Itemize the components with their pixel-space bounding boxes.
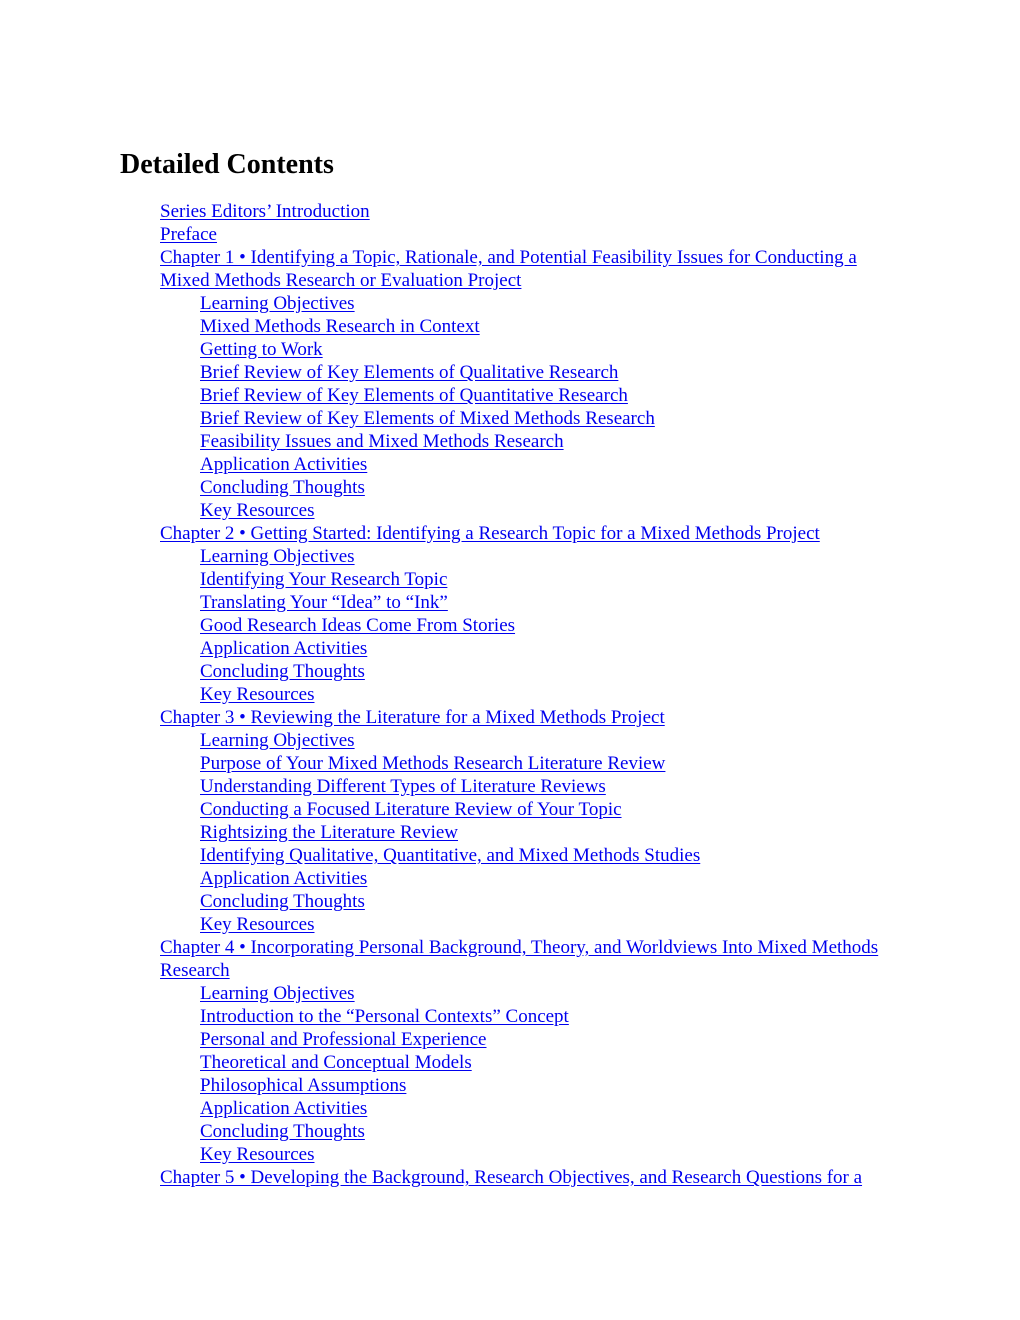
toc-section-link[interactable]: Feasibility Issues and Mixed Methods Research — [200, 431, 564, 452]
toc-chapter-link[interactable]: Chapter 5 • Developing the Background, Research Objectives, and Research Questions for a — [160, 1167, 863, 1188]
toc-section-link[interactable]: Understanding Different Types of Literature Reviews — [200, 776, 606, 797]
toc-section-item — [160, 568, 910, 591]
page-title: Detailed Contents — [120, 149, 334, 180]
toc-section-link[interactable]: Learning Objectives — [200, 546, 355, 567]
toc-chapter-item — [160, 246, 910, 292]
toc-section-item — [160, 545, 910, 568]
toc-section-link[interactable]: Concluding Thoughts — [200, 1121, 365, 1142]
toc-section-link[interactable]: Philosophical Assumptions — [200, 1075, 407, 1096]
toc-section-link[interactable]: Key Resources — [200, 684, 315, 705]
toc-chapter-item — [160, 200, 910, 223]
toc-section-item — [160, 1005, 910, 1028]
toc-section-item — [160, 499, 910, 522]
toc-section-link[interactable]: Brief Review of Key Elements of Mixed Methods Research — [200, 408, 655, 429]
toc-section-link[interactable]: Key Resources — [200, 914, 315, 935]
toc-section-item — [160, 890, 910, 913]
toc-section-link[interactable]: Brief Review of Key Elements of Quantitative Research — [200, 385, 628, 406]
toc-chapter-link[interactable]: Chapter 4 • Incorporating Personal Background, Theory, and Worldviews Into Mixed Methods Research — [160, 937, 879, 981]
toc-section-item — [160, 729, 910, 752]
toc-section-link[interactable]: Good Research Ideas Come From Stories — [200, 615, 516, 636]
toc-section-item — [160, 1074, 910, 1097]
toc-chapter-link[interactable]: Chapter 1 • Identifying a Topic, Rationale, and Potential Feasibility Issues for Conducting a Mixed Methods Research or Evaluation Project — [160, 247, 857, 291]
toc-section-link[interactable]: Key Resources — [200, 500, 315, 521]
toc-section-link[interactable]: Learning Objectives — [200, 293, 355, 314]
toc-section-link[interactable]: Application Activities — [200, 454, 368, 475]
toc-section-item — [160, 1051, 910, 1074]
toc-section-item — [160, 821, 910, 844]
toc-section-item — [160, 982, 910, 1005]
toc-section-item — [160, 292, 910, 315]
toc-section-item — [160, 453, 910, 476]
toc-chapter-item — [160, 706, 910, 729]
toc-section-item — [160, 407, 910, 430]
toc-section-item — [160, 637, 910, 660]
toc-section-item — [160, 1143, 910, 1166]
toc-section-item — [160, 660, 910, 683]
toc-section-item — [160, 798, 910, 821]
toc-section-link[interactable]: Application Activities — [200, 638, 368, 659]
toc-section-link[interactable]: Identifying Your Research Topic — [200, 569, 448, 590]
toc-section-link[interactable]: Application Activities — [200, 1098, 368, 1119]
toc-section-link[interactable]: Conducting a Focused Literature Review of Your Topic — [200, 799, 622, 820]
toc-section-item — [160, 476, 910, 499]
toc-section-item — [160, 1120, 910, 1143]
toc-section-link[interactable]: Concluding Thoughts — [200, 891, 365, 912]
toc-chapter-item — [160, 936, 910, 982]
toc-list — [160, 200, 910, 1189]
toc-section-link[interactable]: Concluding Thoughts — [200, 477, 365, 498]
toc-section-link[interactable]: Identifying Qualitative, Quantitative, and Mixed Methods Studies — [200, 845, 701, 866]
toc-section-item — [160, 913, 910, 936]
toc-section-link[interactable]: Translating Your “Idea” to “Ink” — [200, 592, 448, 613]
toc-section-item — [160, 315, 910, 338]
toc-section-link[interactable]: Rightsizing the Literature Review — [200, 822, 459, 843]
toc-section-link[interactable]: Learning Objectives — [200, 730, 355, 751]
toc-section-link[interactable]: Personal and Professional Experience — [200, 1029, 487, 1050]
toc-section-item — [160, 752, 910, 775]
toc-section-link[interactable]: Mixed Methods Research in Context — [200, 316, 480, 337]
toc-section-link[interactable]: Introduction to the “Personal Contexts” Concept — [200, 1006, 569, 1027]
toc-section-item — [160, 384, 910, 407]
toc-chapter-link[interactable]: Chapter 3 • Reviewing the Literature for a Mixed Methods Project — [160, 707, 665, 728]
toc-chapter-item — [160, 223, 910, 246]
toc-section-item — [160, 683, 910, 706]
toc-section-item — [160, 844, 910, 867]
toc-section-link[interactable]: Brief Review of Key Elements of Qualitative Research — [200, 362, 619, 383]
toc-chapter-link[interactable]: Preface — [160, 224, 217, 245]
toc-section-link[interactable]: Application Activities — [200, 868, 368, 889]
toc-chapter-link[interactable]: Series Editors’ Introduction — [160, 201, 370, 222]
toc-section-link[interactable]: Concluding Thoughts — [200, 661, 365, 682]
toc-section-item — [160, 775, 910, 798]
toc-section-item — [160, 430, 910, 453]
toc-section-item — [160, 361, 910, 384]
toc-section-link[interactable]: Learning Objectives — [200, 983, 355, 1004]
toc-section-item — [160, 867, 910, 890]
toc-section-link[interactable]: Getting to Work — [200, 339, 323, 360]
toc-section-item — [160, 338, 910, 361]
toc-section-link[interactable]: Key Resources — [200, 1144, 315, 1165]
toc-section-link[interactable]: Theoretical and Conceptual Models — [200, 1052, 472, 1073]
toc-section-item — [160, 1028, 910, 1051]
toc-section-link[interactable]: Purpose of Your Mixed Methods Research Literature Review — [200, 753, 666, 774]
toc-chapter-link[interactable]: Chapter 2 • Getting Started: Identifying a Research Topic for a Mixed Methods Project — [160, 523, 820, 544]
toc-section-item — [160, 1097, 910, 1120]
toc-section-item — [160, 591, 910, 614]
toc-chapter-item — [160, 522, 910, 545]
toc-section-item — [160, 614, 910, 637]
toc-chapter-item — [160, 1166, 910, 1189]
